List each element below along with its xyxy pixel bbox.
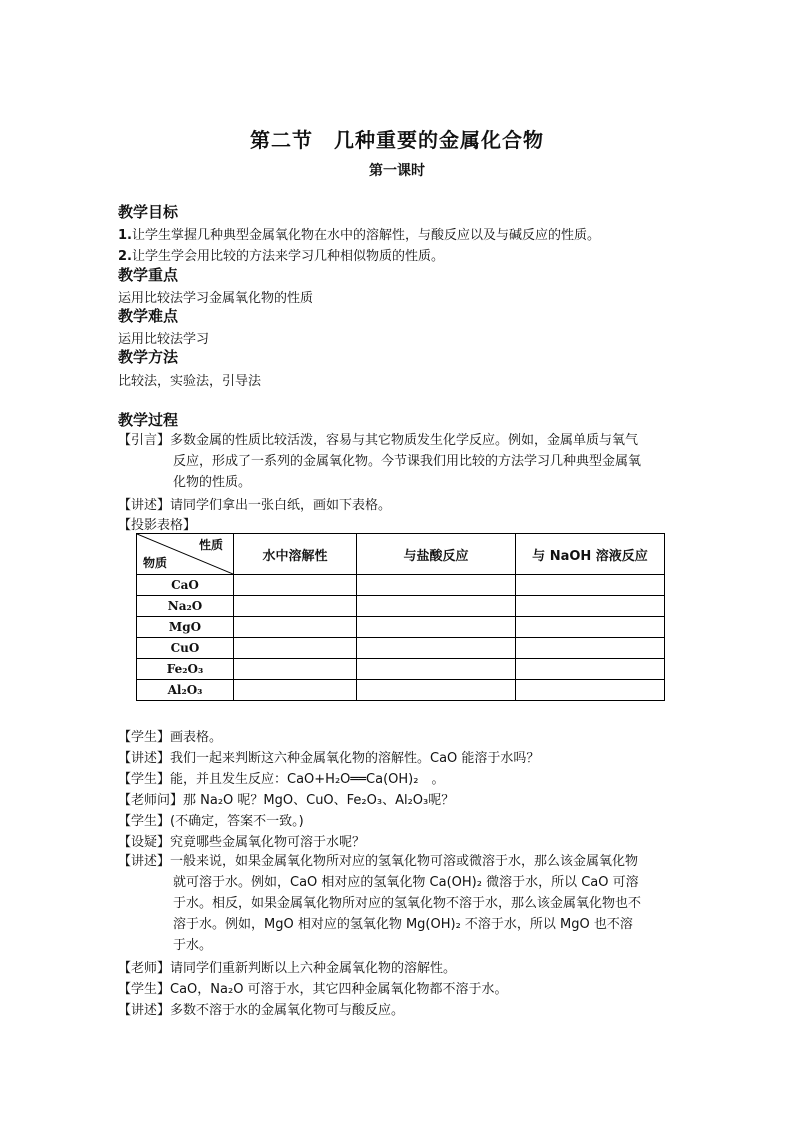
lecture-2-line-5: 于水。	[173, 938, 213, 953]
goal-2-text: 让学生学会用比较的方法来学习几种相似物质的性质。	[131, 249, 444, 264]
table-cell	[357, 638, 516, 659]
dialog-text: 能，并且发生反应：CaO+H₂O══Ca(OH)₂ 。	[170, 772, 445, 787]
corner-label-property: 性质	[198, 538, 223, 552]
table-cell	[516, 680, 665, 701]
table-row	[137, 680, 665, 701]
comparison-table	[136, 533, 665, 701]
row-label: CaO	[137, 575, 234, 596]
header-hcl-reaction: 与盐酸反应	[357, 534, 516, 575]
table-header-row	[137, 534, 665, 575]
table-cell	[516, 575, 665, 596]
table-cell	[516, 596, 665, 617]
document-title: 第二节 几种重要的金属化合物	[250, 128, 544, 152]
row-label: CuO	[137, 638, 234, 659]
table-cell	[516, 638, 665, 659]
lecture-2-tag: 【讲述】	[118, 854, 171, 869]
dialog-tag: 【老师】	[118, 961, 171, 976]
process-heading: 教学过程	[118, 411, 179, 429]
lecture-2-paragraph	[118, 851, 641, 956]
table-cell	[357, 617, 516, 638]
table-cell	[234, 575, 357, 596]
lecture-2-line-4: 溶于水。例如，MgO 相对应的氢氧化物 Mg(OH)₂ 不溶于水，所以 MgO 也不溶	[173, 917, 633, 932]
dialog-text: 究竟哪些金属氧化物可溶于水呢？	[170, 835, 366, 850]
table-row	[137, 596, 665, 617]
lecture-2-line-3: 于水。相反，如果金属氧化物所对应的氢氧化物不溶于水，那么该金属氧化物也不	[173, 896, 642, 911]
header-naoh-reaction: 与 NaOH 溶液反应	[516, 534, 665, 575]
dialog-line	[118, 726, 222, 745]
row-label: Al₂O₃	[137, 680, 234, 701]
dialog-tag: 【学生】	[118, 814, 171, 829]
dialog-tag: 【学生】	[118, 730, 171, 745]
header-water-solubility: 水中溶解性	[234, 534, 357, 575]
table-row	[137, 617, 665, 638]
row-label: Na₂O	[137, 596, 234, 617]
dialog-tag: 【老师问】	[118, 793, 184, 808]
dialog-line	[118, 957, 456, 976]
row-label: Fe₂O₃	[137, 659, 234, 680]
key-heading: 教学重点	[118, 266, 179, 284]
table-cell	[516, 617, 665, 638]
goal-heading: 教学目标	[118, 203, 179, 221]
table-row	[137, 638, 665, 659]
table-cell	[234, 617, 357, 638]
dialog-text: CaO，Na₂O 可溶于水，其它四种金属氧化物都不溶于水。	[170, 982, 508, 997]
table-row	[137, 659, 665, 680]
dialog-text: (不确定，答案不一致。)	[170, 814, 304, 829]
dialog-text: 请同学们重新判断以上六种金属氧化物的溶解性。	[170, 961, 457, 976]
intro-paragraph	[118, 430, 641, 493]
method-text: 比较法，实验法，引导法	[118, 374, 262, 389]
lecture-2-line-2: 就可溶于水。例如，CaO 相对应的氢氧化物 Ca(OH)₂ 微溶于水，所以 CaO 可溶	[173, 875, 639, 890]
table-row	[137, 575, 665, 596]
lecture-1	[118, 494, 391, 513]
document-subtitle: 第一课时	[369, 163, 425, 179]
lecture-1-tag: 【讲述】	[118, 498, 171, 513]
goal-2-number: 2.	[118, 249, 132, 264]
table-cell	[357, 596, 516, 617]
table-corner-cell	[137, 534, 234, 575]
difficulty-text: 运用比较法学习	[118, 332, 210, 347]
table-cell	[357, 575, 516, 596]
dialog-text: 多数不溶于水的金属氧化物可与酸反应。	[170, 1003, 405, 1018]
dialog-line	[118, 810, 304, 829]
goal-1-number: 1.	[118, 228, 132, 243]
table-cell	[516, 659, 665, 680]
goal-2	[118, 245, 444, 264]
lecture-2-line-1: 一般来说，如果金属氧化物所对应的氢氧化物可溶或微溶于水，那么该金属氧化物	[170, 854, 639, 869]
method-heading: 教学方法	[118, 348, 179, 366]
lecture-1-text: 请同学们拿出一张白纸，画如下表格。	[170, 498, 392, 513]
dialog-line	[118, 999, 404, 1018]
table-cell	[234, 680, 357, 701]
dialog-tag: 【讲述】	[118, 751, 171, 766]
intro-line-1: 多数金属的性质比较活泼，容易与其它物质发生化学反应。例如，金属单质与氧气	[170, 433, 639, 448]
dialog-line	[118, 768, 444, 787]
intro-line-3: 化物的性质。	[173, 475, 252, 490]
corner-label-substance: 物质	[143, 556, 168, 570]
intro-tag: 【引言】	[118, 433, 171, 448]
dialog-line	[118, 789, 454, 808]
table-cell	[234, 659, 357, 680]
goal-1-text: 让学生掌握几种典型金属氧化物在水中的溶解性，与酸反应以及与碱反应的性质。	[131, 228, 600, 243]
dialog-text: 那 Na₂O 呢？MgO、CuO、Fe₂O₃、Al₂O₃呢？	[183, 793, 455, 808]
table-cell	[357, 680, 516, 701]
dialog-tag: 【讲述】	[118, 1003, 171, 1018]
dialog-line	[118, 747, 539, 766]
dialog-line	[118, 831, 365, 850]
goal-1	[118, 224, 600, 243]
table-cell	[234, 638, 357, 659]
table-cell	[357, 659, 516, 680]
key-text: 运用比较法学习金属氧化物的性质	[118, 291, 314, 306]
projection-tag: 【投影表格】	[118, 518, 197, 533]
dialog-text: 画表格。	[170, 730, 223, 745]
table-cell	[234, 596, 357, 617]
intro-line-2: 反应，形成了一系列的金属氧化物。今节课我们用比较的方法学习几种典型金属氧	[173, 454, 642, 469]
dialog-text: 我们一起来判断这六种金属氧化物的溶解性。CaO 能溶于水吗？	[170, 751, 540, 766]
dialog-line	[118, 978, 508, 997]
difficulty-heading: 教学难点	[118, 307, 179, 325]
dialog-tag: 【设疑】	[118, 835, 171, 850]
dialog-tag: 【学生】	[118, 772, 171, 787]
row-label: MgO	[137, 617, 234, 638]
dialog-tag: 【学生】	[118, 982, 171, 997]
